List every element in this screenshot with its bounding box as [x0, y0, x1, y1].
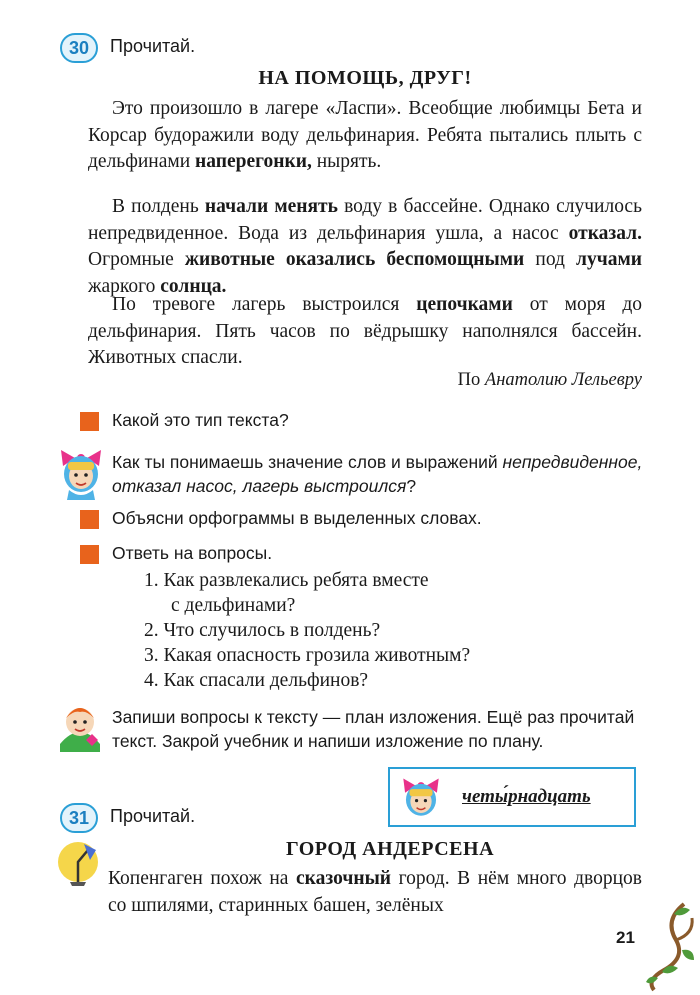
dictionary-word: четы́рнадцать — [462, 786, 591, 807]
bold-word: наперегонки, — [195, 151, 312, 172]
exercise-number-badge — [60, 33, 98, 63]
story-paragraph-1: Это произошло в лагере «Ласпи». Всеобщие любимцы Бета и Корсар будоражили воду дельфинария. Ребята пытались плыть с дельфинами наперегонки, нырять. — [88, 98, 642, 172]
story-title: НА ПОМОЩЬ, ДРУГ! — [258, 67, 472, 89]
story-2-title: ГОРОД АНДЕРСЕНА — [285, 838, 495, 860]
story-author: По Анатолию Лельевру — [457, 370, 642, 390]
question-4: 4. Как спасали дельфинов? — [144, 670, 369, 691]
girl-character-icon — [398, 773, 444, 823]
task-marker-square-icon — [80, 412, 99, 431]
task-type-of-text: Какой это тип текста? — [112, 410, 289, 430]
exercise-number: 30 — [68, 37, 90, 58]
question-list — [144, 568, 470, 693]
exercise-number-badge — [60, 803, 98, 833]
task-answer-questions: Ответь на вопросы. — [112, 543, 273, 563]
page-number: 21 — [616, 928, 635, 947]
task-meaning-of-words: Как ты понимаешь значение слов и выражений непредвиденное, отказал насос, лагерь выстроился? — [112, 452, 643, 496]
boy-character-icon — [56, 700, 104, 752]
spelling-rule-box — [388, 767, 636, 827]
story-paragraph-2: В полдень начали менять воду в бассейне. Однако случилось непредвиденное. Вода из дельфинария ушла, а насос отказал. Огромные животные оказались беспомощными под лучами жаркого солнца. — [88, 196, 643, 297]
task-marker-square-icon — [80, 510, 99, 529]
exercise-instruction: Прочитай. — [110, 36, 196, 56]
exercise-number: 31 — [68, 807, 90, 828]
question-1: 1. Как развлекались ребята вместе — [144, 570, 429, 591]
task-write-plan: Запиши вопросы к тексту — план изложения. Ещё раз прочитай текст. Закрой учебник и напиши изложение по плану. — [112, 707, 635, 751]
question-1-continued: с дельфинами? — [171, 595, 296, 616]
girl-character-icon — [55, 444, 107, 500]
task-explain-spelling: Объясни орфограммы в выделенных словах. — [112, 508, 482, 528]
exercise-instruction: Прочитай. — [110, 806, 196, 826]
lamp-icon — [56, 838, 102, 888]
task-marker-square-icon — [80, 545, 99, 564]
story-2-paragraph: Копенгаген похож на сказочный город. В нём много дворцов со шпилями, старинных башен, зелёных — [108, 868, 642, 916]
question-3: 3. Какая опасность грозила животным? — [144, 645, 471, 666]
question-2: 2. Что случилось в полдень? — [144, 620, 381, 641]
story-paragraph-3: По тревоге лагерь выстроился цепочками от моря до дельфинария. Пять часов по вёдрышку наполнялся бассейн. Животных спасли. — [88, 294, 642, 368]
